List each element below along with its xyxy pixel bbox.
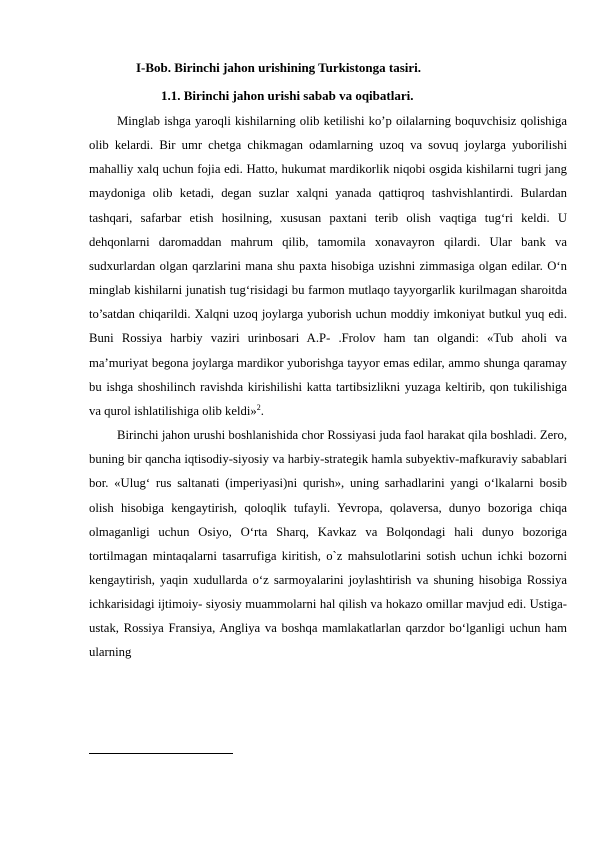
- paragraph-1-tail: .: [260, 403, 264, 418]
- footnote-separator: [89, 753, 233, 754]
- paragraph-1: [89, 109, 567, 423]
- chapter-title: I-Bob. Birinchi jahon urishining Turkistonga tasiri.: [136, 60, 422, 75]
- paragraph-1-text: Minglab ishga yaroqli kishilarning olib ketilishi ko’p oilalarning boquvchisiz qolishiga olib kelardi. Bir umr chetga chikmagan odamlarning uzoq va sovuq joylarga yuborilishi mahalliy xalq uchun fojia edi. Hatto, hukumat mardikorlik niqobi osgida kishilarni tugri jang maydoniga olib ketadi, degan suzlar xalqni yanada qattiqroq tashvishlantirdi. Bulardan tashqari, safarbar etish hosilning, xususan paxtani terib olish vaqtiga tug‘ri keldi. U dehqonlarni daromaddan mahrum qilib, tamomila xonavayron qilardi. Ular bank va sudxurlardan olgan qarzlarini mana shu paxta hisobiga uzishni zimmasiga olgan edilar. O‘n minglab kishilarni junatish tug‘risidagi bu farmon mutlaqo tayyorgarlik kurilmagan sharoitda to’satdan chiqarildi. Xalqni uzoq joylarga yuborish uchun moddiy imkoniyat butkul yuq edi. Buni Rossiya harbiy vaziri urinbosari A.P- .Frolov ham tan olgandi: «Tub aholi va ma’muriyat begona joylarga mardikor yuborishga tayyor emas edilar, ammo shunga qaramay bu ishga shoshilinch ravishda kirishilishi katta tartibsizlikni yuzaga keltirib, qon tukilishiga va qurol ishlatilishiga olib keldi»: [89, 114, 567, 418]
- paragraph-2: [89, 423, 567, 665]
- body-text: [89, 109, 567, 665]
- section-title: 1.1. Birinchi jahon urishi sabab va oqibatlari.: [161, 88, 414, 103]
- footnote-reference[interactable]: 2: [256, 402, 261, 412]
- paragraph-2-text: Birinchi jahon urushi boshlanishida chor Rossiyasi juda faol harakat qila boshladi. Zero, buning bir qancha iqtisodiy-siyosiy va harbiy-strategik hamla subyektiv-mafkuraviy sabablari bor. «Ulug‘ rus saltanati (imperiyasi)ni qurish», uning sarhadlarini yangi o‘lkalarni bosib olish hisobiga kengaytirish, qoloqlik tufayli. Yevropa, qolaversa, dunyo bozoriga chiqa olmaganligi uchun Osiyo, O‘rta Sharq, Kavkaz va Bolqondagi hali dunyo bozoriga tortilmagan mintaqalarni tasarrufiga kiritish, o`z mahsulotlarini sotish uchun ichki bozorni kengaytirish, yaqin xudullarda o‘z sarmoyalarini joylashtirish va shuning hisobiga Rossiya ichkarisidagi ijtimoiy- siyosiy muammolarni hal qilish va hokazo omillar mavjud edi. Ustiga-ustak, Rossiya Fransiya, Angliya va boshqa mamlakatlarlan qarzdor bo‘lganligi uchun ham ularning: [89, 428, 567, 660]
